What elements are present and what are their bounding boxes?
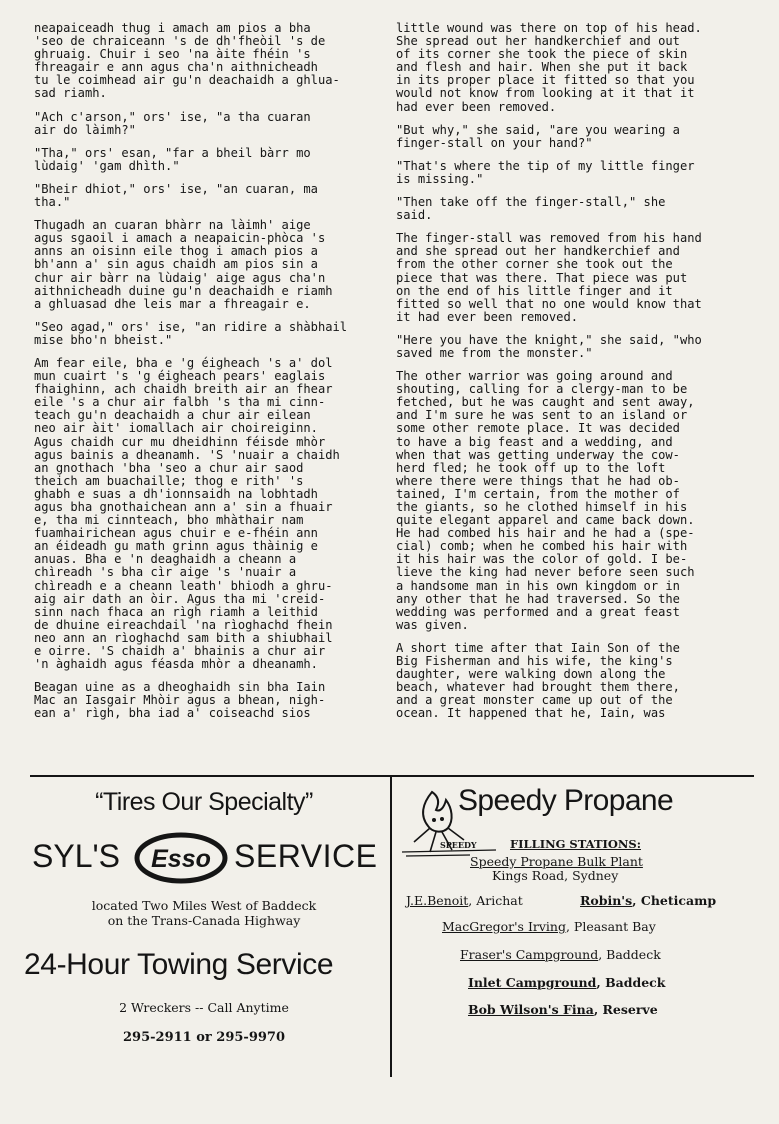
gaelic-text-column xyxy=(34,22,384,731)
station-entry xyxy=(460,947,661,962)
station-name: Speedy Propane Bulk Plant xyxy=(470,854,643,869)
station-name: Bob Wilson's Fina xyxy=(468,1002,594,1017)
english-paragraph: The finger-stall was removed from his hand and she spread out her handkerchief and from the other corner she took out the piece that was there. That piece was put on the end of his little finger and it fitted so well that no one would know that it had ever been removed. xyxy=(396,231,702,324)
esso-logo-icon xyxy=(134,832,228,884)
station-entry xyxy=(468,975,665,990)
station-entry xyxy=(470,854,643,869)
station-name: J.E.Benoit xyxy=(406,893,469,908)
ad-wreckers-line: 2 Wreckers -- Call Anytime xyxy=(119,1000,289,1015)
english-paragraph: little wound was there on top of his head. She spread out her handkerchief and out of its corner she took the piece of skin and flesh and hair. When she put it back in its proper place it fitted so that you would not know from looking at it that it had ever been removed. xyxy=(396,21,702,114)
gaelic-paragraph: "Tha," ors' esan, "far a bheil bàrr mo lùdaig' 'gam dhìth." xyxy=(34,145,311,173)
station-name: Robin's xyxy=(580,893,633,908)
gaelic-paragraph: Am fear eile, bha e 'g éigheach 's a' dol mun cuairt 's 'g éigheach pears' eaglais fhaighinn, ach chaidh breith air an fhear eile 's a chur air falbh 's tha mi cinn- teach gu'n deachaidh a chur air eilean neo air àit' iomallach air choireiginn. Agus chaidh cur mu dheidhinn féisde mhòr agus bainis a dheanamh. 'S 'nuair a chaidh an gnothach 'bha 'seo a chur air saod theich am buachaille; thog e rith' 's ghabh e suas a dh'ionnsaidh na lobhtadh agus bha gnothaichean ann a' sin a fhuair e, tha mi cinnteach, bho mhàthair nam fuamhairichean agus chuir e e-fhéin ann an éideadh gu math grinn agus thàinig e anuas. Bha e 'n deaghaidh a cheann a chìreadh 's bha cìr aige 's 'nuair a chìreadh e a cheann leath' bhiodh a ghru- aig air dath an òir. Agus tha mi 'creid- sinn nach fhaca an rìgh riamh a leithid de dhuine eireachdail 'na rìoghachd fhein neo ann an rìoghachd sam bith a shiubhail e oirre. 'S chaidh a' bhainis a chur air 'n àghaidh agus féasda mhòr a dheanamh. xyxy=(34,355,340,672)
station-place: , Reserve xyxy=(593,1002,658,1017)
station-entry xyxy=(406,893,523,908)
station-entry xyxy=(442,919,656,934)
station-name: MacGregor's Irving xyxy=(442,919,566,934)
station-place: , Baddeck xyxy=(596,975,666,990)
english-text-column xyxy=(396,22,741,731)
ad-location xyxy=(20,898,388,928)
ad-divider-horizontal xyxy=(30,775,754,777)
gaelic-paragraph: "Seo agad," ors' ise, "an ridire a shàbhail mise bho'n bheist." xyxy=(34,319,348,347)
english-paragraph: "Then take off the finger-stall," she said. xyxy=(396,195,666,223)
station-name: Kings Road, Sydney xyxy=(492,868,619,883)
station-place: , Baddeck xyxy=(598,947,661,962)
station-entry xyxy=(492,868,618,883)
english-paragraph: The other warrior was going around and shouting, calling for a clergy-man to be fetched, but he was caught and sent away, and I'm sure he was sent to an island or some other remote place. It was decided to have a big feast and a wedding, and when that was getting underway the cow- herd fled; he took off up to the loft where there were things that he had ob- tained, I'm certain, from the mother of the giants, so he clothed himself in his quite elegant apparel and came back down. He had combed his hair and he had a (spe- cial) comb; when he combed his hair with it his hair was the color of gold. I be- lieve the king had never before seen such a handsome man in his own kingdom or in any other that he had traversed. So the wedding was performed and a great feast was given. xyxy=(396,369,695,632)
ad-brand-name: Speedy Propane xyxy=(458,784,674,817)
english-paragraph: A short time after that Iain Son of the Big Fisherman and his wife, the king's daughter, were walking down along the beach, whatever had brought them there, and a great monster came up out of the ocean. It happened that he, Iain, was xyxy=(396,640,680,721)
ad-location-line: located Two Miles West of Baddeck xyxy=(91,898,317,913)
english-paragraph: "Here you have the knight," she said, "who saved me from the monster." xyxy=(396,332,702,360)
speedy-propane-ad xyxy=(396,782,766,1072)
ad-tagline: “Tires Our Specialty” xyxy=(95,788,313,816)
station-entry xyxy=(468,1002,658,1017)
ad-phone-numbers: 295-2911 or 295-9970 xyxy=(123,1030,285,1045)
gaelic-paragraph: Thugadh an cuaran bhàrr na làimh' aige agus sgaoil i amach a neapaicin-phòca 's anns an oisinn eile thog i amach pios a bh'ann a' sin agus chaidh am pios sin a chur air bàrr na lùdaig' aige agus cha'n aithnicheadh duine gu'n deachaidh e riamh a ghluasad dhe leis mar a fhreagair e. xyxy=(34,218,333,311)
ad-business-name: SYL'S xyxy=(32,838,120,874)
ad-location-line: on the Trans-Canada Highway xyxy=(107,913,301,928)
english-paragraph: "But why," she said, "are you wearing a finger-stall on your hand?" xyxy=(396,122,680,150)
station-place: , Arichat xyxy=(468,893,523,908)
station-entry xyxy=(580,893,716,908)
gaelic-paragraph: neapaiceadh thug i amach am pios a bha 'seo de chraiceann 's de dh'fheòil 's de ghruaig. Chuir i seo 'na àite fhéin 's fhreagair e ann agus cha'n aithnicheadh tu le coimhead air gu'n deachaidh a ghlua- sad riamh. xyxy=(34,21,340,101)
ad-divider-vertical xyxy=(390,777,392,1077)
syls-esso-ad xyxy=(20,782,388,1072)
ad-towing-headline: 24-Hour Towing Service xyxy=(24,948,334,981)
english-paragraph: "That's where the tip of my little finger is missing." xyxy=(396,158,695,186)
station-place: , Cheticamp xyxy=(632,893,717,908)
filling-stations-heading: FILLING STATIONS: xyxy=(510,837,641,851)
station-name: Inlet Campground xyxy=(468,975,597,990)
ad-service-word: SERVICE xyxy=(234,838,378,874)
station-name: Fraser's Campground xyxy=(460,947,599,962)
gaelic-paragraph: Beagan uine as a dheoghaidh sin bha Iain Mac an Iasgair Mhòir agus a bhean, nigh- ean a' rìgh, bha iad a' coiseachd sios xyxy=(34,680,326,721)
gaelic-paragraph: "Bheir dhiot," ors' ise, "an cuaran, ma tha." xyxy=(34,181,318,210)
station-place: , Pleasant Bay xyxy=(565,919,656,934)
esso-logo-text: Esso xyxy=(151,845,211,873)
gaelic-paragraph: "Ach c'arson," ors' ise, "a tha cuaran air do làimh?" xyxy=(34,109,311,137)
mascot-label: SPEEDY xyxy=(440,840,477,850)
